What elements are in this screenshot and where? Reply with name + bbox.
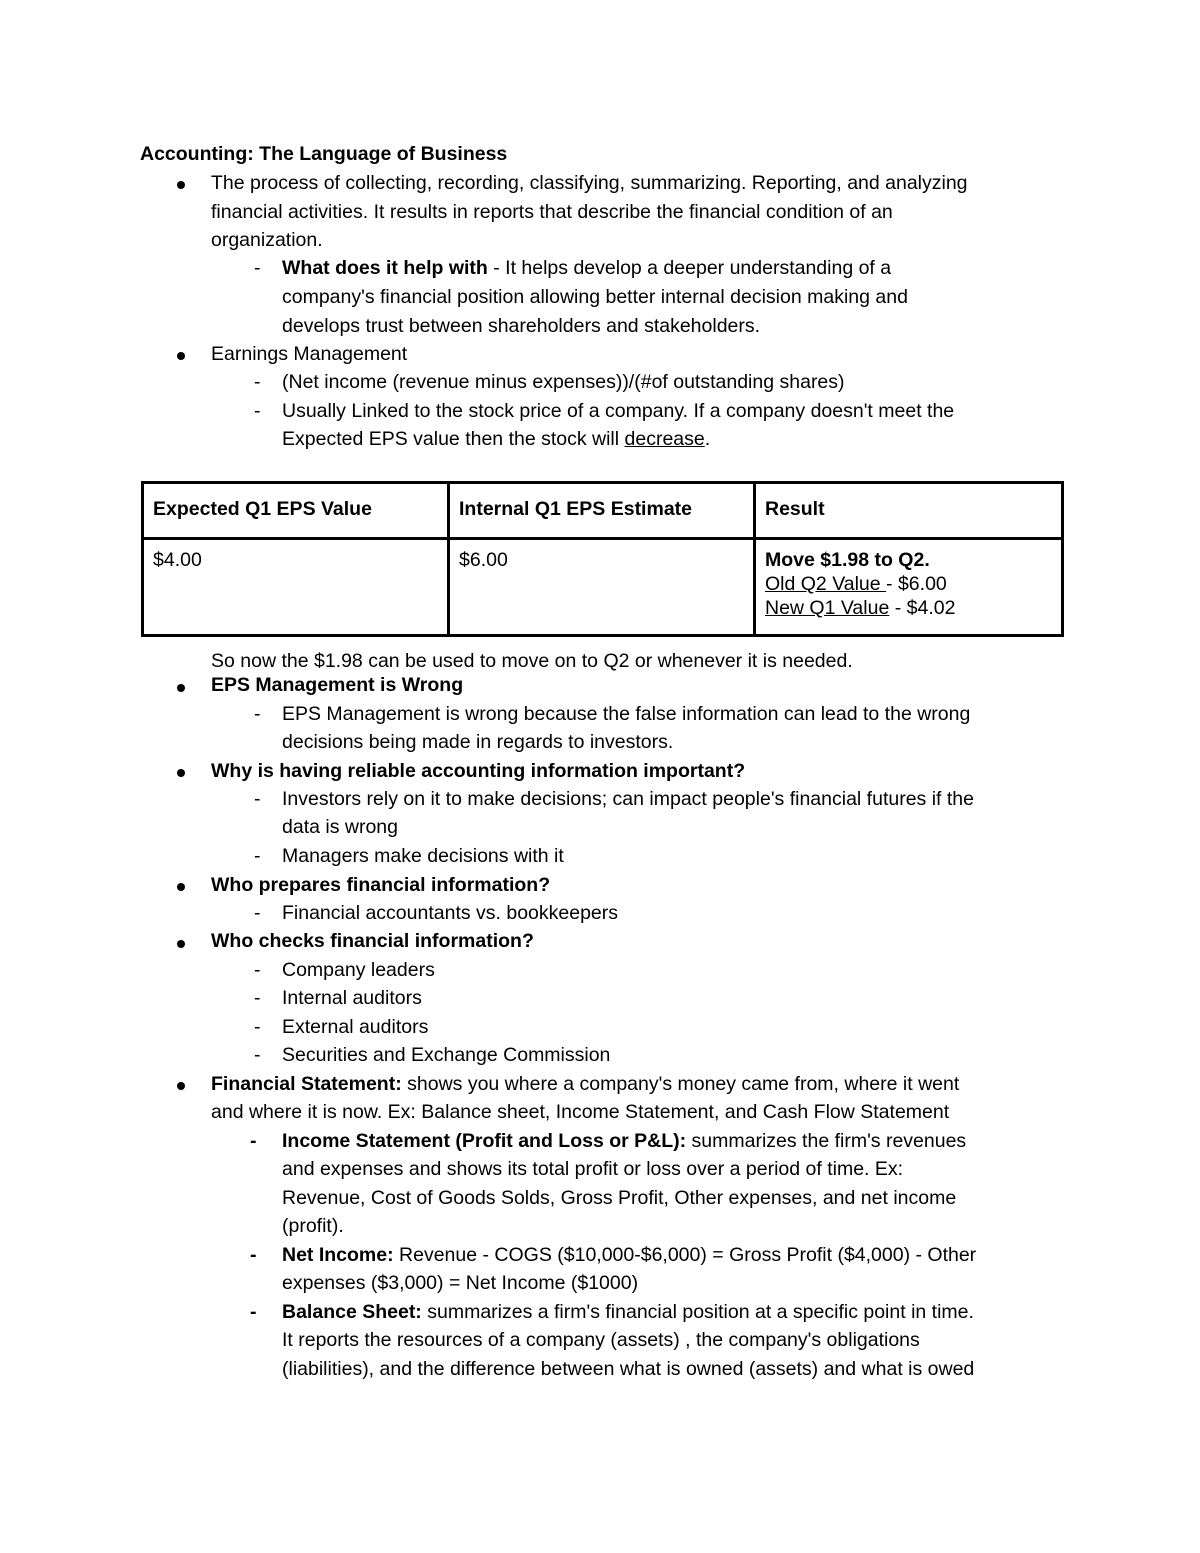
s2-sub2-line1: Usually Linked to the stock price of a company. If a company doesn't meet the	[282, 400, 955, 422]
after-table-text: So now the $1.98 can be used to move on to Q2 or whenever it is needed.	[211, 650, 853, 672]
dash-icon: -	[254, 1016, 261, 1038]
bullet-icon	[177, 1082, 185, 1090]
net-line2: expenses ($3,000) = Net Income ($1000)	[282, 1272, 639, 1294]
net-text: Revenue - COGS ($10,000-$6,000) = Gross Profit ($4,000) - Other	[393, 1244, 977, 1266]
s1-line2: financial activities. It results in reports that describe the financial condition of an	[211, 201, 893, 223]
s4-sub2: Managers make decisions with it	[282, 845, 564, 867]
page-title: Accounting: The Language of Business	[140, 143, 508, 165]
s2-sub1: (Net income (revenue minus expenses))/(#of outstanding shares)	[282, 371, 845, 393]
bullet-icon	[177, 883, 185, 891]
s1-sub-bold: What does it help with	[282, 257, 488, 279]
s6-label: Who checks financial information?	[211, 930, 534, 952]
s7-line2: and where it is now. Ex: Balance sheet, Income Statement, and Cash Flow Statement	[211, 1101, 950, 1123]
table-header-row	[143, 483, 1063, 539]
s6-item: Securities and Exchange Commission	[282, 1044, 611, 1066]
balance-line2: It reports the resources of a company (assets) , the company's obligations	[282, 1329, 920, 1351]
result-new	[765, 596, 1052, 620]
s1-sub-line3: develops trust between shareholders and stakeholders.	[282, 315, 761, 337]
s7-label: Financial Statement:	[211, 1073, 402, 1095]
income-line2: and expenses and shows its total profit or loss over a period of time. Ex:	[282, 1158, 904, 1180]
old-q2-label: Old Q2 Value	[765, 573, 887, 595]
bullet-icon	[177, 769, 185, 777]
result-bold: Move $1.98 to Q2.	[765, 549, 930, 571]
income-line3: Revenue, Cost of Goods Solds, Gross Profit, Other expenses, and net income	[282, 1187, 957, 1209]
balance-text: summarizes a firm's financial position at a specific point in time.	[421, 1301, 974, 1323]
dash-icon: -	[254, 845, 261, 867]
s2-label: Earnings Management	[211, 343, 408, 365]
s1-sub-text: - It helps develop a deeper understanding of a	[487, 257, 892, 279]
income-line4: (profit).	[282, 1215, 344, 1237]
cell-internal: $6.00	[449, 539, 755, 636]
s1-sub-line1	[282, 254, 891, 283]
dash-icon: -	[254, 257, 261, 279]
dash-icon: -	[250, 1130, 257, 1152]
s7-line1-text: shows you where a company's money came from, where it went	[401, 1073, 960, 1095]
dash-icon: -	[250, 1301, 257, 1323]
table-row	[143, 539, 1063, 636]
new-q1-label: New Q1 Value	[765, 597, 890, 619]
s7-line1	[211, 1070, 959, 1099]
dash-icon: -	[254, 1044, 261, 1066]
dash-icon: -	[254, 703, 261, 725]
cell-expected: $4.00	[143, 539, 449, 636]
income-label: Income Statement (Profit and Loss or P&L):	[282, 1130, 687, 1152]
s3-sub-line2: decisions being made in regards to investors.	[282, 731, 674, 753]
header-result: Result	[755, 483, 1063, 539]
bullet-icon	[177, 684, 185, 692]
net-label: Net Income:	[282, 1244, 394, 1266]
income-text: summarizes the firm's revenues	[686, 1130, 967, 1152]
result-old	[765, 572, 1052, 596]
s2-sub2-prefix: Expected EPS value then the stock will	[282, 428, 625, 450]
s2-sub2-suffix: .	[704, 428, 711, 450]
s1-line3: organization.	[211, 229, 323, 251]
s1-line1: The process of collecting, recording, classifying, summarizing. Reporting, and analyzing	[211, 172, 968, 194]
header-internal: Internal Q1 EPS Estimate	[449, 483, 755, 539]
old-q2-value: - $6.00	[886, 573, 947, 595]
s1-sub-line2: company's financial position allowing better internal decision making and	[282, 286, 908, 308]
s3-label: EPS Management is Wrong	[211, 674, 464, 696]
bullet-icon	[177, 181, 185, 189]
bullet-icon	[177, 940, 185, 948]
new-q1-value: - $4.02	[889, 597, 956, 619]
bullet-icon	[177, 352, 185, 360]
decrease-link[interactable]: decrease	[624, 428, 705, 450]
s3-sub-line1: EPS Management is wrong because the false information can lead to the wrong	[282, 703, 971, 725]
s2-sub2-line2	[282, 425, 710, 454]
cell-result	[755, 539, 1063, 636]
s4-label: Why is having reliable accounting information important?	[211, 760, 746, 782]
s5-label: Who prepares financial information?	[211, 874, 551, 896]
header-expected: Expected Q1 EPS Value	[143, 483, 449, 539]
income-line1	[282, 1127, 966, 1156]
dash-icon: -	[254, 400, 261, 422]
s4-sub1-line2: data is wrong	[282, 816, 398, 838]
net-line1	[282, 1241, 976, 1270]
dash-icon: -	[254, 788, 261, 810]
dash-icon: -	[254, 959, 261, 981]
s5-sub1: Financial accountants vs. bookkeepers	[282, 902, 619, 924]
eps-table	[141, 481, 1064, 637]
s4-sub1-line1: Investors rely on it to make decisions; can impact people's financial futures if the	[282, 788, 974, 810]
dash-icon: -	[254, 371, 261, 393]
s6-item: Internal auditors	[282, 987, 422, 1009]
balance-line3: (liabilities), and the difference between what is owned (assets) and what is owed	[282, 1358, 975, 1380]
dash-icon: -	[250, 1244, 257, 1266]
balance-label: Balance Sheet:	[282, 1301, 422, 1323]
balance-line1	[282, 1298, 974, 1327]
s6-item: Company leaders	[282, 959, 435, 981]
s6-item: External auditors	[282, 1016, 429, 1038]
dash-icon: -	[254, 902, 261, 924]
dash-icon: -	[254, 987, 261, 1009]
